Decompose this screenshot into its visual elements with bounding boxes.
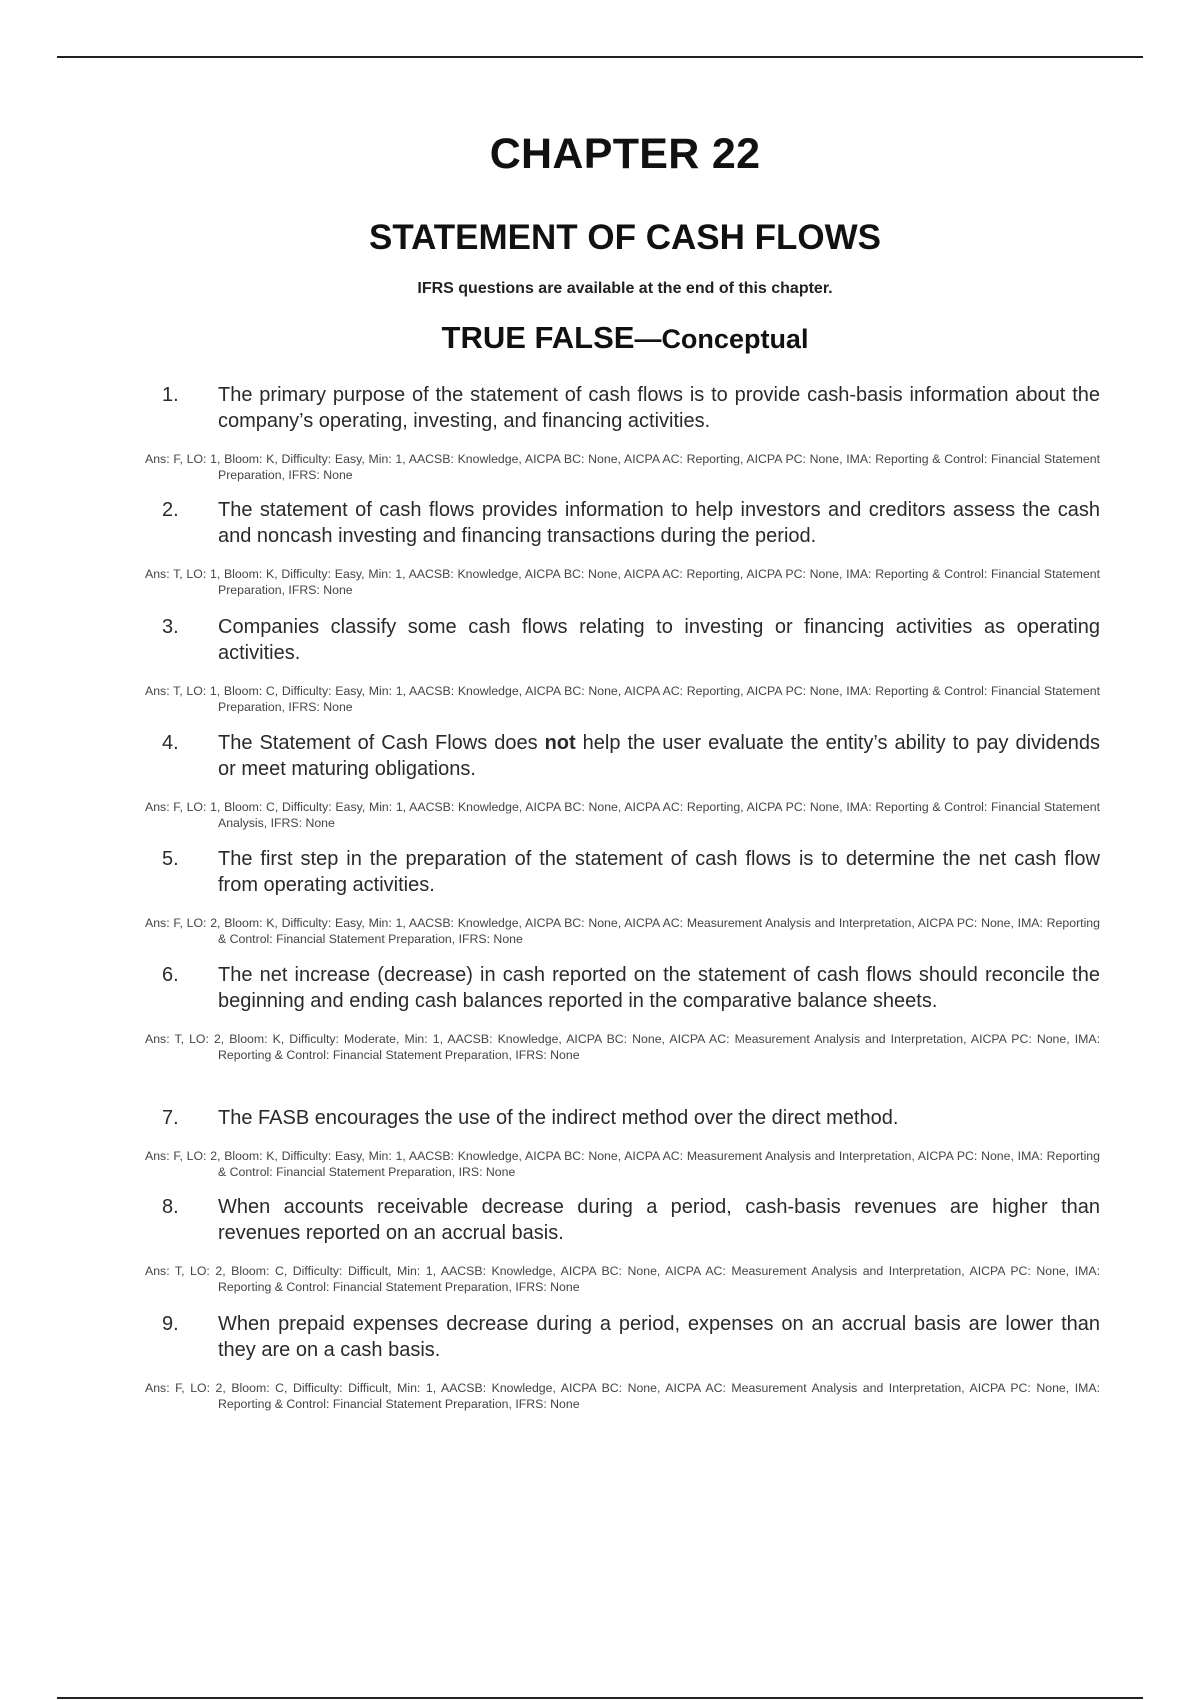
question-item <box>145 497 1100 598</box>
question-number: 1. <box>162 384 179 406</box>
question-body-end: help the user evaluate the entity’s ability to pay dividends or meet maturing obligations. <box>218 732 1100 780</box>
question-number: 5. <box>162 848 179 870</box>
top-rule <box>57 56 1143 58</box>
question-body: The net increase (decrease) in cash reported on the statement of cash flows should reconcile the beginning and ending cash balances reported in the comparative balance sheets. <box>218 964 1100 1012</box>
question-text <box>145 1194 1100 1246</box>
question-number: 2. <box>162 499 179 521</box>
question-text <box>145 846 1100 898</box>
question-number: 9. <box>162 1313 179 1335</box>
answer-metadata: Ans: F, LO: 2, Bloom: C, Difficulty: Difficult, Min: 1, AACSB: Knowledge, AICPA BC: None, AICPA AC: Measurement Analysis and Interpretation, AICPA PC: None, IMA: Reporting & Control: Financial Statement Preparation, IFRS: None <box>145 1381 1100 1411</box>
bottom-rule <box>57 1697 1143 1699</box>
question-number: 7. <box>162 1107 179 1129</box>
section-heading-sub: —Conceptual <box>634 324 809 354</box>
page-title: STATEMENT OF CASH FLOWS <box>369 218 881 257</box>
section-heading-main: TRUE FALSE <box>441 320 635 355</box>
question-item <box>145 614 1100 715</box>
question-text <box>145 730 1100 782</box>
question-body: The statement of cash flows provides information to help investors and creditors assess the cash and noncash investing and financing transactions during the period. <box>218 499 1100 547</box>
ifrs-note: IFRS questions are available at the end of this chapter. <box>417 280 833 297</box>
question-body: The first step in the preparation of the statement of cash flows is to determine the net cash flow from operating activities. <box>218 848 1100 896</box>
question-item <box>145 1194 1100 1295</box>
answer-metadata: Ans: T, LO: 2, Bloom: C, Difficulty: Difficult, Min: 1, AACSB: Knowledge, AICPA BC: None, AICPA AC: Measurement Analysis and Interpretation, AICPA PC: None, IMA: Reporting & Control: Financial Statement Preparation, IFRS: None <box>145 1264 1100 1294</box>
question-body: Companies classify some cash flows relating to investing or financing activities as operating activities. <box>218 616 1100 664</box>
question-text <box>145 1105 1100 1131</box>
chapter-heading: CHAPTER 22 <box>489 130 761 178</box>
section-heading <box>0 320 1200 356</box>
question-body: The primary purpose of the statement of cash flows is to provide cash-basis information about the company’s operating, investing, and financing activities. <box>218 384 1100 432</box>
question-text <box>145 962 1100 1014</box>
question-item <box>145 730 1100 831</box>
question-text <box>145 614 1100 666</box>
answer-metadata: Ans: T, LO: 1, Bloom: C, Difficulty: Easy, Min: 1, AACSB: Knowledge, AICPA BC: None, AICPA AC: Reporting, AICPA PC: None, IMA: Reporting & Control: Financial Statement Preparation, IFRS: None <box>145 684 1100 714</box>
question-item <box>145 1311 1100 1412</box>
question-item <box>145 846 1100 947</box>
answer-metadata: Ans: F, LO: 2, Bloom: K, Difficulty: Easy, Min: 1, AACSB: Knowledge, AICPA BC: None, AICPA AC: Measurement Analysis and Interpretation, AICPA PC: None, IMA: Reporting & Control: Financial Statement Preparation, IRS: None <box>145 1149 1100 1179</box>
question-item <box>145 382 1100 483</box>
answer-metadata: Ans: T, LO: 1, Bloom: K, Difficulty: Easy, Min: 1, AACSB: Knowledge, AICPA BC: None, AICPA AC: Reporting, AICPA PC: None, IMA: Reporting & Control: Financial Statement Preparation, IFRS: None <box>145 567 1100 597</box>
answer-metadata: Ans: F, LO: 1, Bloom: K, Difficulty: Easy, Min: 1, AACSB: Knowledge, AICPA BC: None, AICPA AC: Reporting, AICPA PC: None, IMA: Reporting & Control: Financial Statement Preparation, IFRS: None <box>145 452 1100 482</box>
question-number: 6. <box>162 964 179 986</box>
answer-metadata: Ans: T, LO: 2, Bloom: K, Difficulty: Moderate, Min: 1, AACSB: Knowledge, AICPA BC: None, AICPA AC: Measurement Analysis and Interpretation, AICPA PC: None, IMA: Reporting & Control: Financial Statement Preparation, IFRS: None <box>145 1032 1100 1062</box>
answer-metadata: Ans: F, LO: 1, Bloom: C, Difficulty: Easy, Min: 1, AACSB: Knowledge, AICPA BC: None, AICPA AC: Reporting, AICPA PC: None, IMA: Reporting & Control: Financial Statement Analysis, IFRS: None <box>145 800 1100 830</box>
question-body: The FASB encourages the use of the indirect method over the direct method. <box>218 1107 899 1129</box>
question-emphasis: not <box>544 732 576 754</box>
question-item <box>145 962 1100 1063</box>
question-number: 8. <box>162 1196 179 1218</box>
question-body: When accounts receivable decrease during a period, cash-basis revenues are higher than revenues reported on an accrual basis. <box>218 1196 1100 1244</box>
question-text <box>145 382 1100 434</box>
question-body: When prepaid expenses decrease during a period, expenses on an accrual basis are lower than they are on a cash basis. <box>218 1313 1100 1361</box>
question-text <box>145 497 1100 549</box>
question-text <box>145 1311 1100 1363</box>
question-body-start: The Statement of Cash Flows does <box>218 732 545 754</box>
question-number: 3. <box>162 616 179 638</box>
question-item <box>145 1105 1100 1180</box>
answer-metadata: Ans: F, LO: 2, Bloom: K, Difficulty: Easy, Min: 1, AACSB: Knowledge, AICPA BC: None, AICPA AC: Measurement Analysis and Interpretation, AICPA PC: None, IMA: Reporting & Control: Financial Statement Preparation, IFRS: None <box>145 916 1100 946</box>
question-number: 4. <box>162 732 179 754</box>
